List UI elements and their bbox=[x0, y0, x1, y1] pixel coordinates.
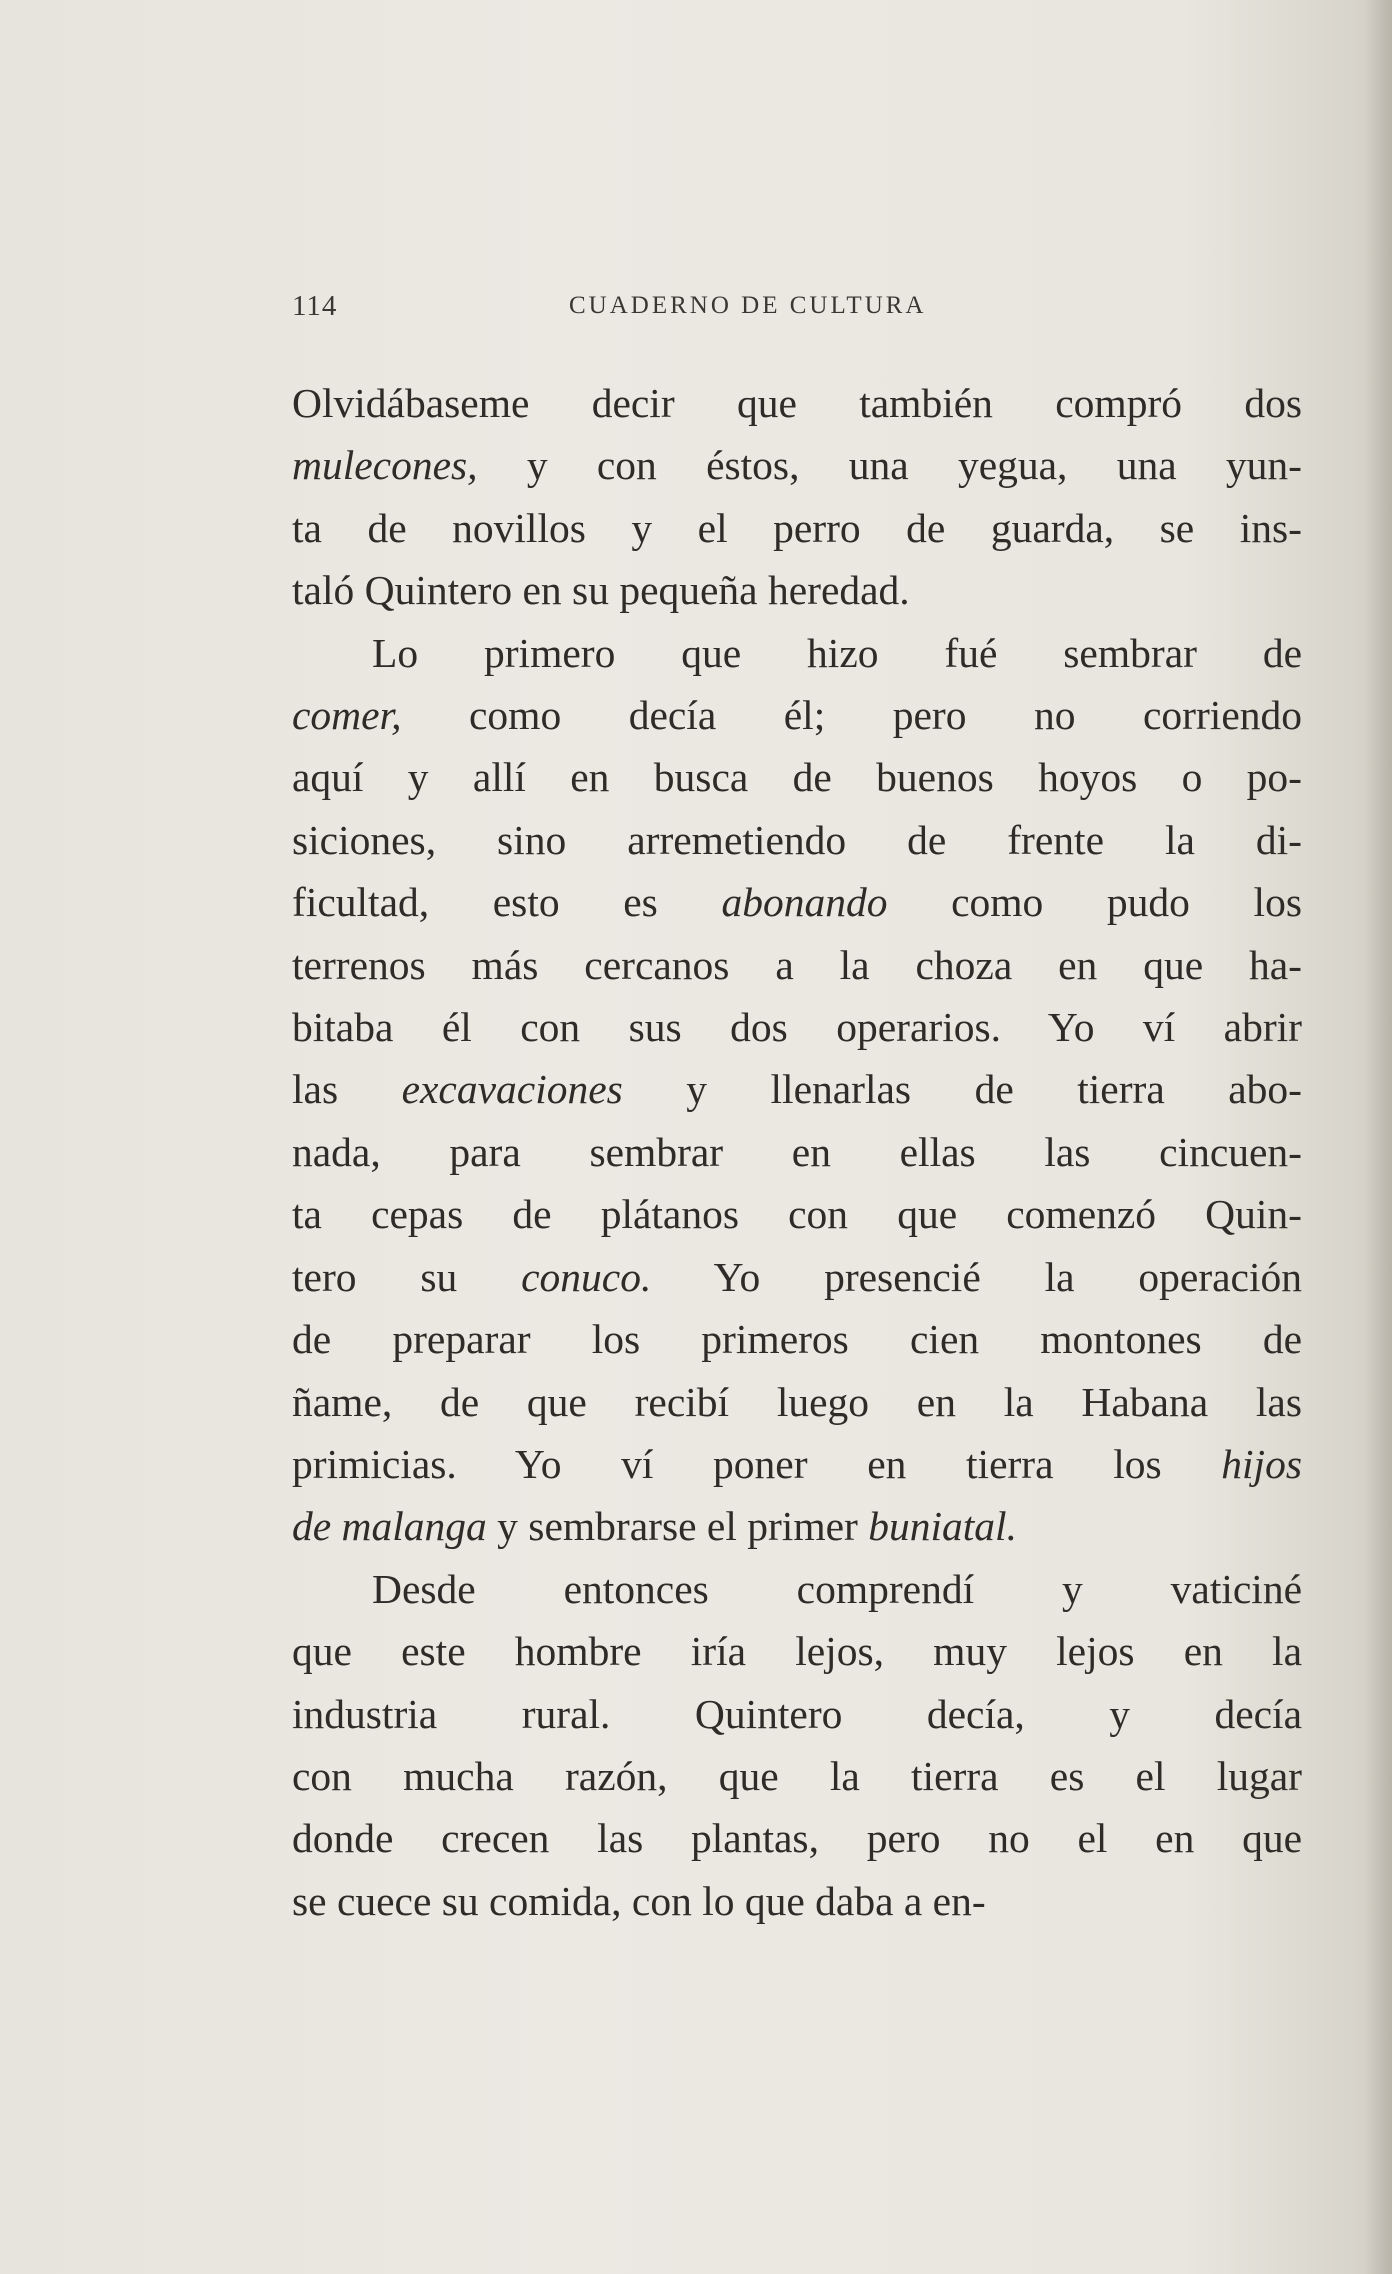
text-run: bitaba él con sus dos operarios. Yo ví abrir bbox=[292, 1004, 1302, 1051]
text-line bbox=[292, 1433, 1302, 1495]
running-head bbox=[292, 290, 1302, 330]
text-line bbox=[292, 1683, 1302, 1745]
running-title: CUADERNO DE CULTURA bbox=[569, 292, 927, 319]
text-run: Lo primero que hizo fué sembrar de bbox=[372, 629, 1302, 676]
text-line bbox=[292, 996, 1302, 1058]
text-line bbox=[292, 1807, 1302, 1869]
text-run: aquí y allí en busca de buenos hoyos o po- bbox=[292, 754, 1302, 801]
text-line bbox=[292, 622, 1302, 684]
text-line bbox=[292, 559, 1302, 621]
text-line bbox=[292, 1121, 1302, 1183]
italic-text: conuco. bbox=[521, 1253, 652, 1300]
paragraph bbox=[292, 372, 1302, 622]
italic-text: buniatal. bbox=[868, 1503, 1017, 1550]
text-run: taló Quintero en su pequeña heredad. bbox=[292, 567, 910, 614]
text-run: industria rural. Quintero decía, y decía bbox=[292, 1690, 1302, 1737]
italic-text: excavaciones bbox=[401, 1066, 623, 1113]
text-run: Yo presencié la operación bbox=[651, 1253, 1303, 1300]
text-run: nada, para sembrar en ellas las cincuen- bbox=[292, 1128, 1302, 1175]
text-line bbox=[292, 1371, 1302, 1433]
body-text bbox=[292, 372, 1302, 1932]
text-line bbox=[292, 497, 1302, 559]
italic-text: hijos bbox=[1221, 1440, 1302, 1487]
text-line bbox=[292, 934, 1302, 996]
text-run: donde crecen las plantas, pero no el en que bbox=[292, 1815, 1302, 1862]
text-line bbox=[292, 434, 1302, 496]
text-run: siciones, sino arremetiendo de frente la di- bbox=[292, 816, 1302, 863]
italic-text: abonando bbox=[721, 879, 888, 926]
text-run: como pudo los bbox=[887, 879, 1302, 926]
text-run: ficultad, esto es bbox=[292, 879, 722, 926]
text-run: Olvidábaseme decir que también compró dos bbox=[292, 380, 1302, 426]
text-run: tero su bbox=[292, 1253, 522, 1300]
text-line bbox=[292, 1308, 1302, 1370]
text-line bbox=[292, 1058, 1302, 1120]
page-number: 114 bbox=[292, 290, 338, 322]
text-line bbox=[292, 1558, 1302, 1620]
text-run: primicias. Yo ví poner en tierra los bbox=[292, 1440, 1222, 1487]
text-run: se cuece su comida, con lo que daba a en- bbox=[292, 1877, 986, 1924]
text-run: de preparar los primeros cien montones de bbox=[292, 1316, 1302, 1363]
text-line bbox=[292, 1495, 1302, 1557]
text-run: y con éstos, una yegua, una yun- bbox=[477, 442, 1302, 489]
paragraph bbox=[292, 1558, 1302, 1932]
text-run: con mucha razón, que la tierra es el lugar bbox=[292, 1752, 1302, 1799]
italic-text: de malanga bbox=[292, 1503, 487, 1550]
text-line bbox=[292, 1870, 1302, 1932]
text-line bbox=[292, 1183, 1302, 1245]
text-run: las bbox=[292, 1066, 402, 1113]
page-edge-shadow bbox=[1364, 0, 1392, 2274]
text-line bbox=[292, 809, 1302, 871]
text-run: terrenos más cercanos a la choza en que ha- bbox=[292, 941, 1302, 988]
text-line bbox=[292, 746, 1302, 808]
text-run: como decía él; pero no corriendo bbox=[401, 692, 1302, 739]
text-run: ta de novillos y el perro de guarda, se ins- bbox=[292, 504, 1302, 551]
text-line bbox=[292, 871, 1302, 933]
text-run: que este hombre iría lejos, muy lejos en la bbox=[292, 1628, 1302, 1675]
text-line bbox=[292, 1620, 1302, 1682]
text-line bbox=[292, 1745, 1302, 1807]
text-line bbox=[292, 684, 1302, 746]
text-run: y llenarlas de tierra abo- bbox=[622, 1066, 1302, 1113]
text-line bbox=[292, 372, 1302, 434]
text-run: y sembrarse el primer bbox=[486, 1503, 869, 1550]
text-run: Desde entonces comprendí y vaticiné bbox=[372, 1565, 1302, 1612]
italic-text: comer, bbox=[292, 692, 402, 739]
text-run: ta cepas de plátanos con que comenzó Quin- bbox=[292, 1191, 1302, 1238]
italic-text: mulecones, bbox=[292, 442, 478, 489]
paragraph bbox=[292, 622, 1302, 1558]
text-line bbox=[292, 1246, 1302, 1308]
text-run: ñame, de que recibí luego en la Habana las bbox=[292, 1378, 1302, 1425]
